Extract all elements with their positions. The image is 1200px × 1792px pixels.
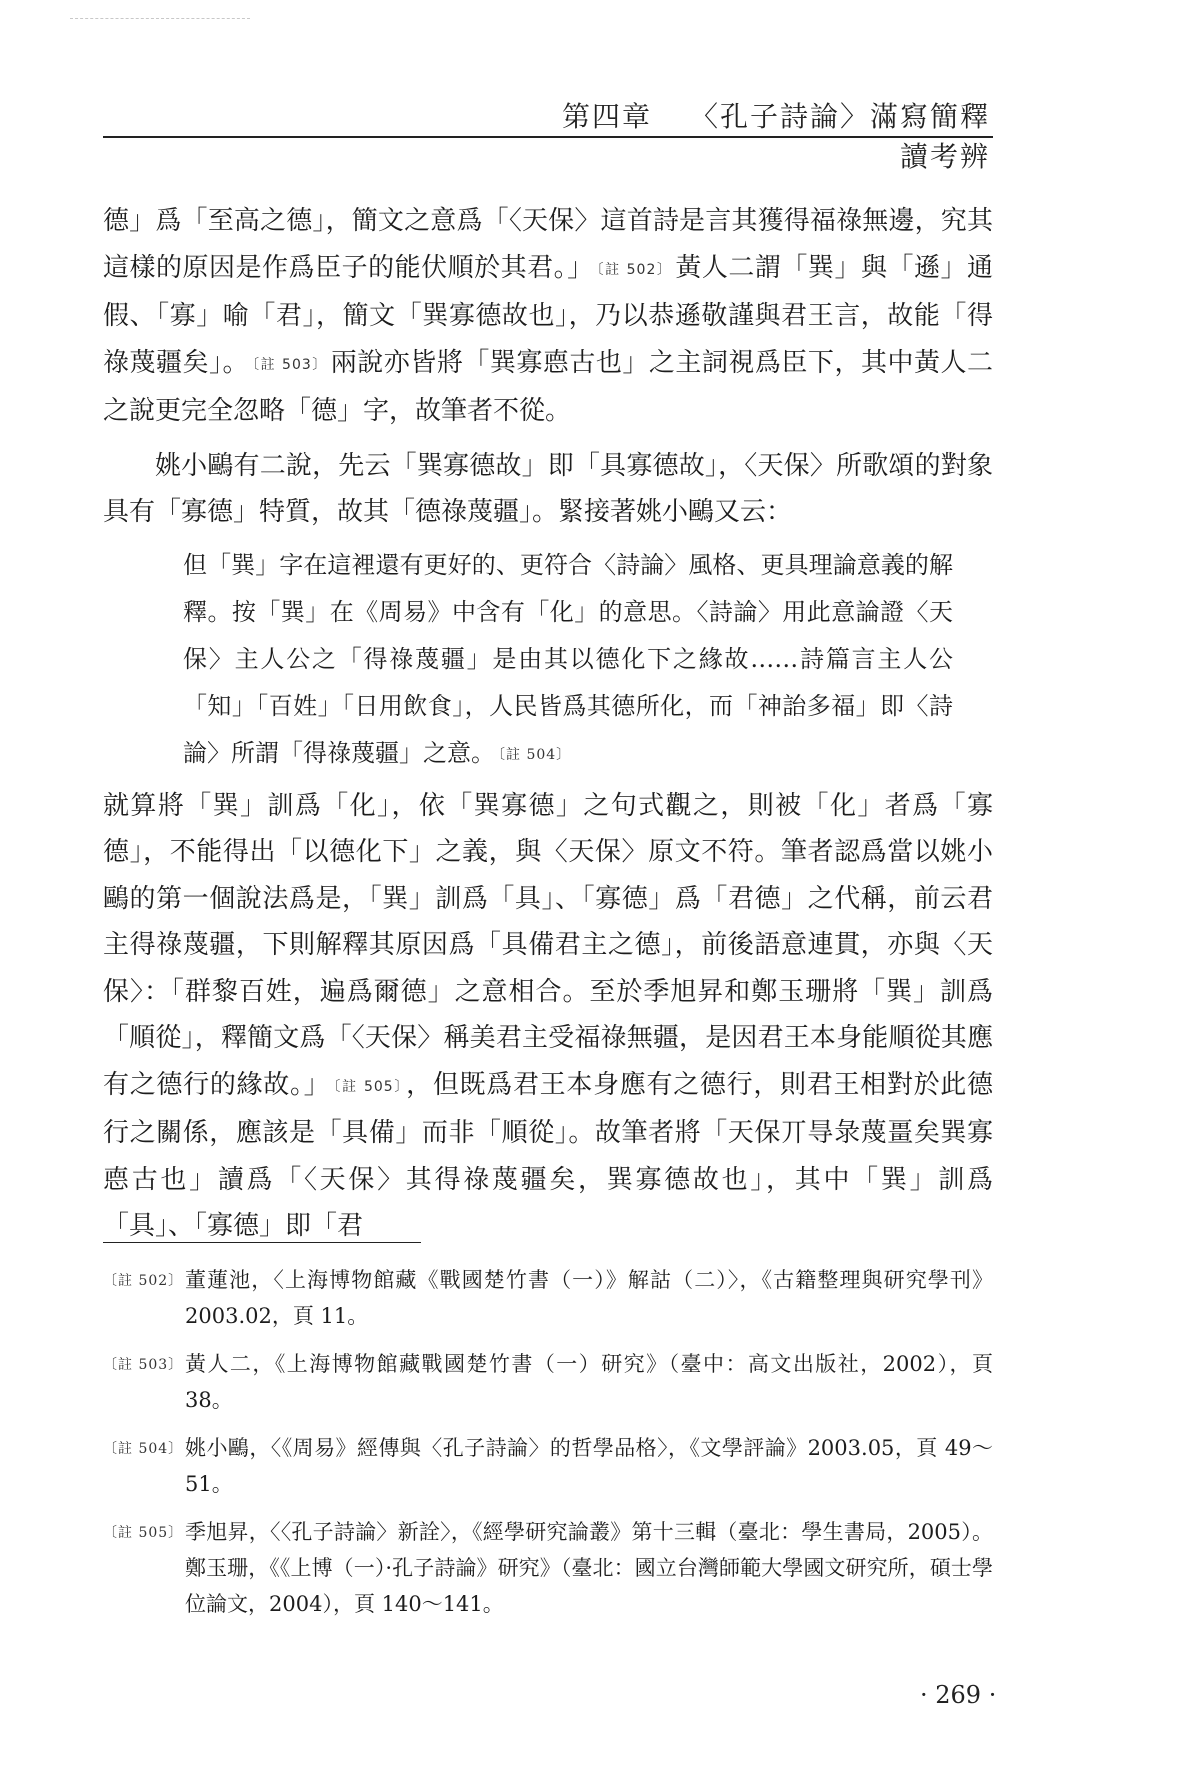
footnote-503: [103, 1346, 993, 1418]
footnote-text: 董蓮池，〈上海博物館藏《戰國楚竹書（一）》解詁（二）〉，《古籍整理與研究學刊》2003.02，頁 11。: [185, 1268, 993, 1328]
paragraph-1: [103, 198, 993, 435]
paragraph-1-text-b: 黃人二謂「巽」與「遜」通假、「寡」喻「君」，簡文「巽寡德故也」，乃以恭遜敬謹與君王言，故能「得祿蔑疆矣」。: [103, 252, 993, 378]
footnote-505: [103, 1514, 993, 1622]
paragraph-3-text-b: ，但既爲君王本身應有之德行，則君王相對於此德行之關係，應該是「具備」而非「順從」。故筆者將「天保丌㝵彔蔑畺矣巽寡㥁古也」讀爲「〈天保〉其得祿蔑疆矣，巽寡德故也」，其中「巽」訓爲「具」、「寡德」即「君: [103, 1069, 993, 1241]
note-ref-505[interactable]: 〔註 505〕: [333, 1078, 404, 1095]
paragraph-1-text-c: 兩說亦皆將「巽寡㥁古也」之主詞視爲臣下，其中黃人二之說更完全忽略「德」字，故筆者不從。: [103, 347, 993, 426]
footnote-label: 〔註 502〕: [103, 1273, 184, 1289]
footnote-502: [103, 1262, 993, 1334]
running-head: [540, 95, 990, 175]
paragraph-3-text: 就算將「巽」訓爲「化」，依「巽寡德」之句式觀之，則被「化」者爲「寡德」，不能得出「以德化下」之義，與〈天保〉原文不符。筆者認爲當以姚小鷗的第一個說法爲是，「巽」訓爲「具」、「寡德」爲「君德」之代稱，前云君主得祿蔑疆，下則解釋其原因爲「具備君主之德」，前後語意連貫，亦與〈天保〉：「群黎百姓，遍爲爾德」之意相合。至於季旭昇和鄭玉珊將「巽」訓爲「順從」，釋簡文爲「〈天保〉稱美君主受福祿無疆，是因君王本身能順從其應有之德行的緣故。」: [103, 790, 993, 1100]
footnote-rule: [103, 1242, 421, 1243]
block-quote: [183, 542, 953, 779]
paragraph-1-text: 德」爲「至高之德」，簡文之意爲「〈天保〉這首詩是言其獲得福祿無邊，究其這樣的原因是作爲臣子的能伏順於其君。」: [103, 206, 993, 283]
paragraph-2: [103, 443, 993, 536]
note-ref-504[interactable]: 〔註 504〕: [498, 746, 572, 763]
footnote-text: 姚小鷗，〈《周易》經傳與〈孔子詩論〉的哲學品格〉，《文學評論》2003.05，頁 49～51。: [185, 1436, 993, 1496]
footnote-text: 黃人二，《上海博物館藏戰國楚竹書（一）研究》（臺中：高文出版社，2002），頁 38。: [185, 1352, 993, 1412]
main-text: [103, 198, 993, 1250]
paragraph-2-text: 姚小鷗有二說，先云「巽寡德故」即「具寡德故」，〈天保〉所歌頌的對象具有「寡德」特質，故其「德祿蔑疆」。緊接著姚小鷗又云：: [103, 450, 993, 527]
footnote-label: 〔註 505〕: [103, 1525, 184, 1541]
note-ref-503[interactable]: 〔註 503〕: [252, 356, 328, 373]
page-number: · 269 ·: [920, 1681, 997, 1709]
chapter-label: 第四章: [561, 100, 652, 133]
footnotes: [103, 1262, 993, 1634]
footnote-label: 〔註 503〕: [103, 1357, 184, 1373]
footnote-504: [103, 1430, 993, 1502]
note-ref-502[interactable]: 〔註 502〕: [596, 261, 673, 278]
header-rule: [103, 136, 993, 138]
footnote-text: 季旭昇，〈〈孔子詩論〉新詮〉，《經學研究論叢》第十三輯（臺北：學生書局，2005）。鄭玉珊，《《上博（一）·孔子詩論》研究》（臺北：國立台灣師範大學國文研究所，碩士學位論文，2004），頁 140～141。: [185, 1520, 993, 1616]
scan-artifact: [70, 18, 250, 19]
footnote-label: 〔註 504〕: [103, 1441, 184, 1457]
block-quote-text: 但「巽」字在這裡還有更好的、更符合〈詩論〉風格、更具理論意義的解釋。按「巽」在《周易》中含有「化」的意思。〈詩論〉用此意論證〈天保〉主人公之「得祿蔑疆」是由其以德化下之緣故……詩篇言主人公「知」「百姓」「日用飲食」，人民皆爲其德所化，而「神詒多福」即〈詩論〉所謂「得祿蔑疆」之意。: [183, 550, 953, 767]
paragraph-3: [103, 783, 993, 1250]
chapter-title: 〈孔子詩論〉滿寫簡釋讀考辨: [689, 100, 990, 173]
